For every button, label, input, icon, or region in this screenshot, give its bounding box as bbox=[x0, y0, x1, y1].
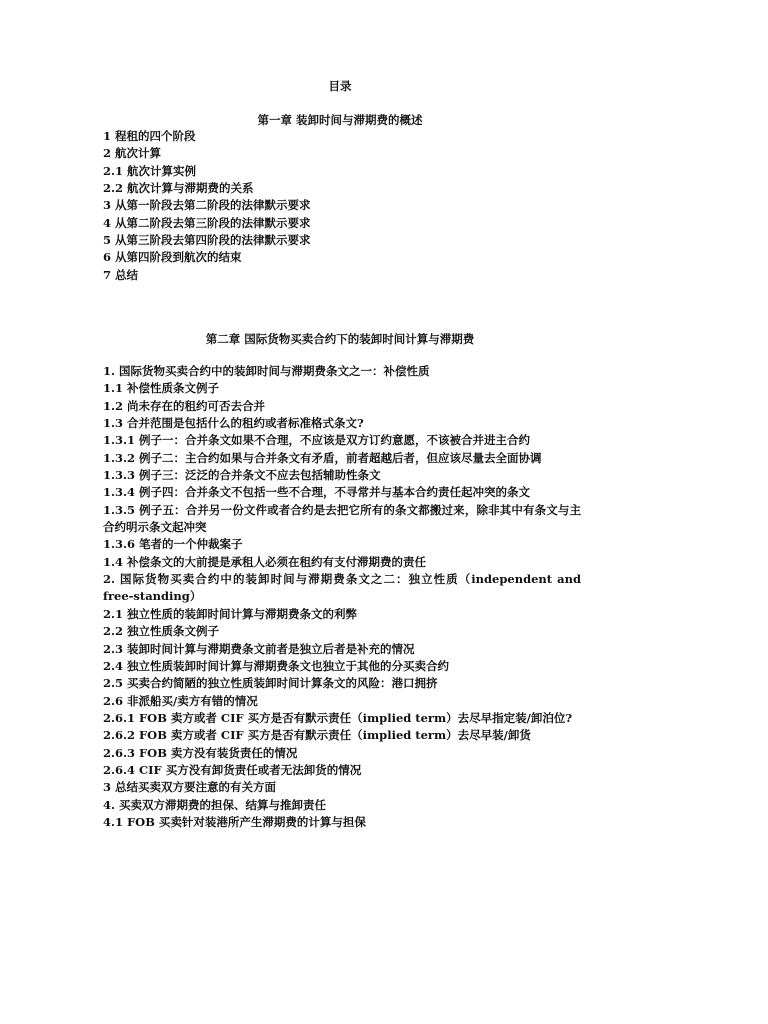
toc-entry: 4 从第二阶段去第三阶段的法律默示要求 bbox=[103, 215, 311, 230]
toc-entry: 1.3.1 例子一：合并条文如果不合理，不应该是双方订约意愿，不该被合并进主合约 bbox=[103, 433, 531, 448]
toc-entry: 4. 买卖双方滞期费的担保、结算与推卸责任 bbox=[103, 797, 327, 812]
toc-entry: 1.3.4 例子四：合并条文不包括一些不合理，不寻常并与基本合约责任起冲突的条文 bbox=[103, 485, 531, 500]
toc-entry: 4.1 FOB 买卖针对装港所产生滞期费的计算与担保 bbox=[103, 814, 366, 829]
toc-entry: 2.1 独立性质的装卸时间计算与滞期费条文的利弊 bbox=[103, 606, 358, 621]
toc-entry: 2.6.4 CIF 买方没有卸货责任或者无法卸货的情况 bbox=[103, 762, 362, 777]
toc-entry: 2.5 买卖合约简陋的独立性质装卸时间计算条文的风险：港口拥挤 bbox=[103, 676, 438, 691]
chapter1-toc-list bbox=[103, 128, 581, 284]
toc-entry: 2.6.2 FOB 卖方或者 CIF 买方是否有默示责任（implied term）去尽早装/卸货 bbox=[103, 728, 531, 743]
toc-entry: 1. 国际货物买卖合约中的装卸时间与滞期费条文之一：补偿性质 bbox=[103, 364, 430, 378]
toc-entry: 2 航次计算 bbox=[103, 146, 162, 161]
toc-entry: 2.6 非派船买/卖方有错的情况 bbox=[103, 693, 258, 708]
toc-entry: 2.2 独立性质条文例子 bbox=[103, 624, 220, 639]
toc-entry: 2.6.1 FOB 卖方或者 CIF 买方是否有默示责任（implied term）去尽早指定装/卸泊位? bbox=[103, 710, 573, 725]
chapter2-toc-list bbox=[103, 363, 581, 831]
toc-entry: 1.3.5 例子五：合并另一份文件或者合约是去把它所有的条文都搬过来，除非其中有条文与主合约明示条文起冲突 bbox=[103, 502, 581, 535]
toc-entry: 1.3 合并范围是包括什么的租约或者标准格式条文? bbox=[103, 416, 364, 431]
chapter1-heading: 第一章 装卸时间与滞期费的概述 bbox=[257, 113, 423, 127]
chapter2-heading: 第二章 国际货物买卖合约下的装卸时间计算与滞期费 bbox=[205, 332, 475, 346]
toc-entry: 7 总结 bbox=[103, 267, 139, 282]
toc-entry: 2.2 航次计算与滞期费的关系 bbox=[103, 181, 254, 196]
toc-entry: 1.2 尚未存在的租约可否去合并 bbox=[103, 398, 266, 413]
toc-entry: 2.4 独立性质装卸时间计算与滞期费条文也独立于其他的分买卖合约 bbox=[103, 658, 450, 673]
toc-entry: 2. 国际货物买卖合约中的装卸时间与滞期费条文之二：独立性质（independent and free-standing） bbox=[103, 572, 581, 604]
toc-entry: 3 总结买卖双方要注意的有关方面 bbox=[103, 780, 277, 795]
toc-entry: 1.3.6 笔者的一个仲裁案子 bbox=[103, 537, 243, 552]
toc-entry: 1.3.2 例子二：主合约如果与合并条文有矛盾，前者超越后者，但应该尽量去全面协调 bbox=[103, 450, 542, 465]
toc-entry: 1.4 补偿条文的大前提是承租人必须在租约有支付滞期费的责任 bbox=[103, 554, 427, 569]
toc-entry: 5 从第三阶段去第四阶段的法律默示要求 bbox=[103, 233, 311, 248]
toc-entry: 2.6.3 FOB 卖方没有装货责任的情况 bbox=[103, 745, 298, 760]
toc-entry: 6 从第四阶段到航次的结束 bbox=[103, 250, 242, 265]
toc-title: 目录 bbox=[328, 79, 352, 93]
toc-entry: 2.1 航次计算实例 bbox=[103, 163, 197, 178]
toc-entry: 1.1 补偿性质条文例子 bbox=[103, 381, 220, 396]
toc-entry: 1 程租的四个阶段 bbox=[103, 129, 196, 143]
toc-entry: 3 从第一阶段去第二阶段的法律默示要求 bbox=[103, 198, 311, 213]
toc-entry: 2.3 装卸时间计算与滞期费条文前者是独立后者是补充的情况 bbox=[103, 641, 415, 656]
toc-entry: 1.3.3 例子三：泛泛的合并条文不应去包括辅助性条文 bbox=[103, 468, 381, 483]
